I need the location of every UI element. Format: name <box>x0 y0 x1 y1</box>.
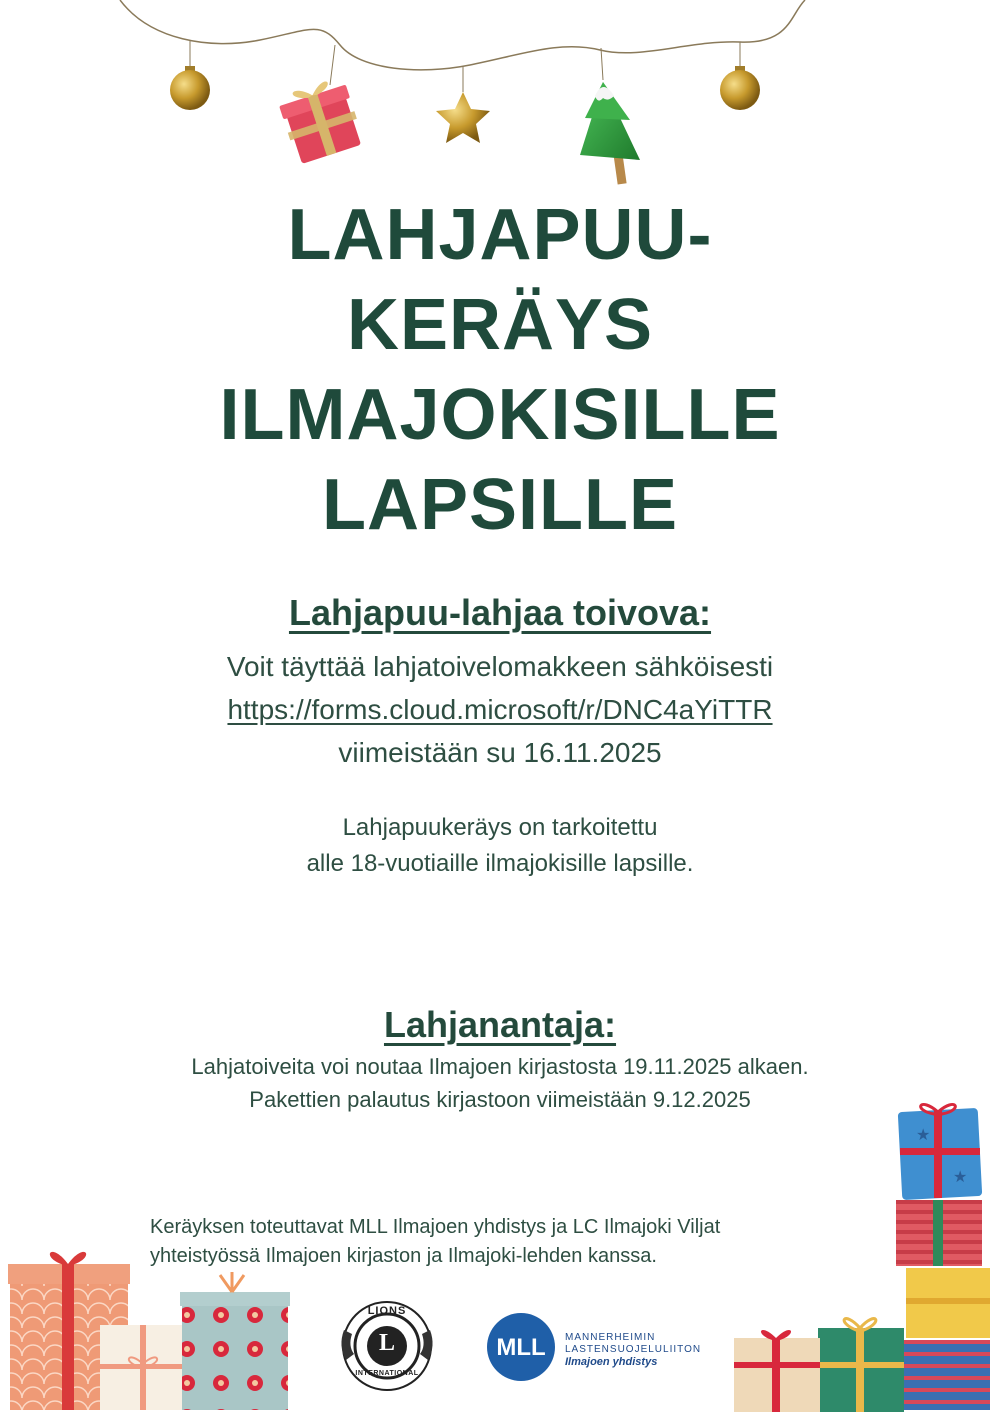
credits-line: yhteistyössä Ilmajoen kirjaston ja Ilmajoki-lehden kanssa. <box>150 1245 657 1267</box>
wishers-note <box>0 810 1000 882</box>
lions-logo-bottom: INTERNATIONAL <box>355 1370 419 1377</box>
mll-branch: Ilmajoen yhdistys <box>565 1356 658 1368</box>
present-stack-icon <box>728 1100 1000 1415</box>
bauble-icon <box>170 66 210 110</box>
title-line: LAPSILLE <box>321 465 678 545</box>
present-stack-icon <box>0 1230 300 1415</box>
title-line: ILMAJOKISILLE <box>219 375 781 455</box>
gift-icon <box>276 76 365 165</box>
page-title <box>0 190 1000 550</box>
wishers-heading: Lahjapuu-lahjaa toivova: <box>288 592 712 633</box>
givers-heading: Lahjanantaja: <box>383 1004 617 1045</box>
star-icon <box>436 92 490 143</box>
givers-line: Lahjatoiveita voi noutaa Ilmajoen kirjastosta 19.11.2025 alkaen. <box>191 1054 809 1079</box>
wishers-deadline: viimeistään su 16.11.2025 <box>338 737 662 768</box>
mll-name: MANNERHEIMIN <box>565 1332 656 1343</box>
lions-logo-top: LIONS <box>367 1305 407 1317</box>
wishers-text: Voit täyttää lahjatoivelomakkeen sähköisesti <box>226 651 774 682</box>
bauble-icon <box>720 66 760 110</box>
givers-line: Pakettien palautus kirjastoon viimeistään 9.12.2025 <box>249 1087 751 1112</box>
mll-logo-text <box>565 1332 701 1368</box>
credits-line: Keräyksen toteuttavat MLL Ilmajoen yhdistys ja LC Ilmajoki Viljat <box>150 1216 721 1238</box>
note-line: Lahjapuukeräys on tarkoitettu <box>342 814 658 841</box>
note-line: alle 18-vuotiaille ilmajokisille lapsille. <box>306 850 694 877</box>
title-line: LAHJAPUU- <box>287 195 713 275</box>
title-line: KERÄYS <box>346 285 654 365</box>
svg-text:★: ★ <box>916 1125 931 1144</box>
svg-text:★: ★ <box>953 1167 968 1186</box>
tree-icon <box>580 82 640 185</box>
form-link[interactable]: https://forms.cloud.microsoft/r/DNC4aYiTTR <box>227 694 773 725</box>
lions-logo-letter: L <box>378 1330 395 1356</box>
mll-logo-badge-text: MLL <box>496 1334 546 1361</box>
wishers-section <box>0 645 1000 774</box>
mll-name: LASTENSUOJELULIITON <box>565 1344 702 1355</box>
garland-decoration <box>0 0 1000 200</box>
